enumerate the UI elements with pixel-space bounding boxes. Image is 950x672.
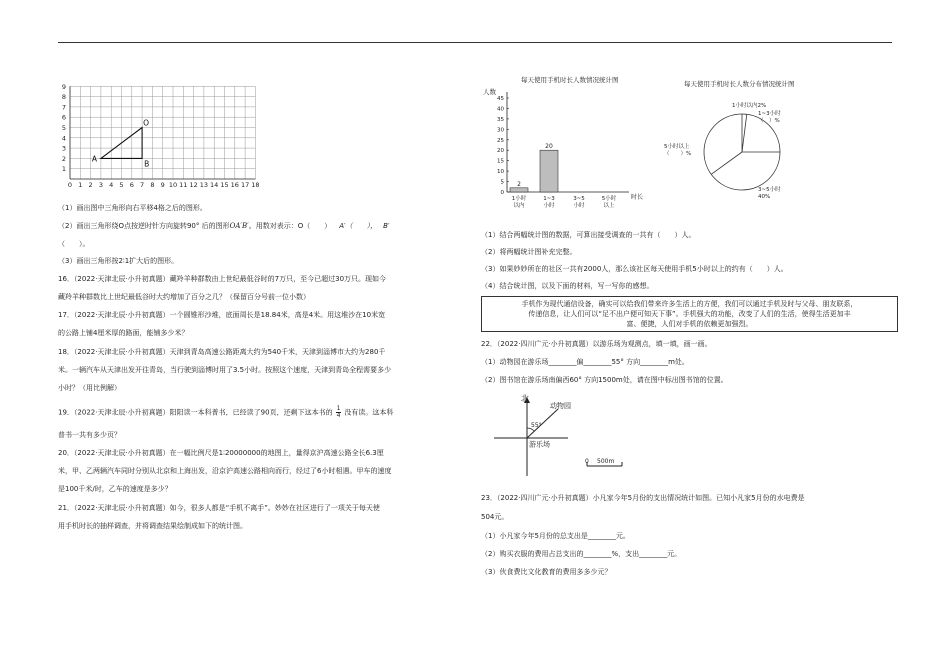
q23-part3: （3）伙食费比文化教育的费用多多少元？ (481, 568, 612, 576)
pie-chart-slice-label: 3~5小时 (758, 187, 781, 193)
park-label: 游乐场 (529, 440, 550, 449)
bar-chart-y-tick-label: 35 (497, 116, 504, 123)
grid-x-tick-label: 16 (230, 181, 239, 189)
q21-part1: （1）结合两幅统计图的数据，可算出接受调查的一共有（ ）人。 (481, 231, 696, 239)
bar-chart-x-tick-label: 1小时 (511, 196, 527, 202)
q20-line1: 20．（2022·天津北辰·小升初真题）在一幅比例尺是1∶20000000的地图上，量得京沪高速公路全长6.3厘 (58, 449, 384, 457)
q15-part2-text-b: 。用数对表示：O（ ） (248, 222, 332, 230)
grid-x-tick-label: 9 (160, 181, 165, 189)
scale-value-label: 500m (597, 458, 615, 465)
bar-chart-y-tick-label: 25 (497, 137, 504, 144)
q19-frac-den: 4 (336, 412, 341, 419)
bar-chart-y-tick-label: 15 (497, 158, 504, 165)
q15-part2-end: （ ）。 (58, 240, 90, 248)
pie-chart-slice-label: （ ）% (758, 118, 780, 124)
grid-y-tick-label: 3 (61, 144, 66, 153)
grid-x-tick-label: 2 (88, 181, 93, 189)
grid-y-tick-label: 1 (61, 165, 66, 174)
bar-chart-x-tick-label: 3~5 (573, 196, 585, 202)
bar-chart-value-label: 2 (517, 180, 521, 188)
material-line1: 手机作为现代通信设备，确实可以给我们带来许多生活上的方便，我们可以通过手机及时与父母、朋友联系， (521, 300, 858, 308)
q23-line2: 504元。 (481, 513, 509, 521)
pie-chart-slice-label: 5小时以上 (664, 144, 690, 150)
q21-part2: （2）将两幅统计图补充完整。 (481, 248, 577, 256)
angle-label: 55° (531, 422, 542, 429)
grid-x-tick-label: 17 (240, 181, 250, 189)
material-line2: 传递信息，让人们可以“足不出户便可知天下事”。手机强大的功能，改变了人们的生活，使得生活更加丰 (528, 310, 851, 318)
direction-map (490, 392, 630, 482)
q15-part1: （1）画出图中三角形向右平移4格之后的图形。 (58, 204, 207, 212)
bar-chart-x-tick-label: 以内 (513, 203, 525, 209)
q18-line2: 米。一辆汽车从天津出发开往青岛，当行驶到淄博时用了3.5小时。按照这个速度，天津到青岛全程需要多少 (58, 366, 392, 374)
bar-chart-bar (510, 188, 528, 192)
pie-chart-title: 每天使用手机时长人数分布情况统计图 (684, 80, 795, 88)
q20-line3: 是100千米/时，乙车的速度是多少？ (58, 485, 172, 493)
coordinate-grid-figure (58, 74, 268, 189)
grid-x-tick-label: 12 (189, 181, 198, 189)
bar-chart-y-tick-label: 20 (497, 148, 504, 155)
material-box (481, 296, 898, 332)
grid-x-tick-label: 10 (168, 181, 178, 189)
q17-line2: 的公路上铺4厘米厚的路面，能铺多少米？ (58, 329, 189, 337)
q19-text-a: 19．（2022·天津北辰·小升初真题）阳阳读一本科普书，已经读了90页，还剩下这本书的 (58, 408, 333, 417)
grid-x-tick-label: 8 (150, 181, 155, 189)
grid-x-tick-label: 18 (251, 181, 260, 189)
pie-chart-slice-edge (742, 114, 747, 152)
point-label-B: B (144, 159, 150, 169)
bar-chart-x-tick-label: 小时 (573, 203, 585, 209)
q19-frac-num: 1 (336, 405, 341, 412)
grid-x-tick-label: 6 (129, 181, 134, 189)
bar-chart-ylabel: 人数 (483, 88, 496, 96)
bar-chart-y-tick-label: 0 (500, 190, 504, 196)
grid-x-tick-label: 14 (210, 181, 219, 189)
q20-line2: 米，甲、乙两辆汽车同时分别从北京和上海出发，沿京沪高速公路相向而行，经过了6小时相遇。甲车的速度 (58, 467, 392, 475)
bar-chart-y-tick-label: 45 (497, 96, 504, 102)
grid-y-tick-label: 8 (61, 93, 66, 102)
q21-part4: （4）结合统计图，以及下面的材料，写一写你的感想。 (481, 282, 654, 290)
bar-chart-y-tick-label: 40 (497, 106, 504, 113)
grid-x-tick-label: 1 (78, 181, 83, 189)
zoo-label: 动物园 (550, 402, 571, 410)
header-rule (58, 42, 892, 43)
grid-y-tick-label: 4 (61, 134, 66, 143)
bar-chart-x-tick-label: 1~3 (543, 196, 555, 202)
bar-chart-y-tick-label: 30 (497, 127, 504, 134)
grid-x-tick-label: 5 (119, 181, 124, 189)
grid-x-tick-label: 3 (98, 181, 103, 189)
q17-line1: 17．（2022·天津北辰·小升初真题）一个圆锥形沙堆，底面周长是18.84米，高是4米。用这堆沙在10米宽 (58, 311, 386, 319)
q23-line1: 23．（2022·四川广元·小升初真题）小凡家今年5月份的支出情况统计如图。已知小凡家5月份的水电费是 (481, 494, 805, 502)
bar-chart-xlabel: 时长 (631, 194, 644, 201)
grid-x-tick-label: 0 (67, 181, 73, 189)
scale-zero-label: 0 (585, 458, 589, 465)
q23-part1: （1）小凡家今年5月份的总支出是________元。 (481, 532, 630, 540)
q21-line1: 21．（2022·天津北辰·小升初真题）如今，很多人都是“手机不离手”。妙妙在社区进行了一项关于每天使 (58, 504, 380, 512)
pie-chart-slice-label: 1~3小时 (758, 111, 781, 117)
q15-part2-text-c: A′（ ）， (339, 222, 378, 230)
grid-y-tick-label: 6 (61, 113, 66, 122)
bar-chart-y-tick-label: 10 (497, 169, 504, 176)
material-line3: 富、便捷，人们对手机的依赖更加强烈。 (626, 320, 753, 328)
point-label-O: O (143, 118, 150, 128)
q18-line3: 小时？（用比例解） (58, 384, 121, 392)
q21-line2: 用手机时长的抽样调查，并将调查结果绘制成如下的统计图。 (58, 522, 247, 530)
north-label: 北 (521, 394, 529, 403)
bar-chart-bar (540, 150, 558, 192)
q21-part3: （3）如果妙妙所在的社区一共有2000人，那么该社区每天使用手机5小时以上的约有（ ）人。 (481, 265, 788, 273)
grid-y-tick-label: 2 (61, 154, 66, 163)
bar-chart (481, 74, 644, 219)
grid-x-tick-label: 13 (199, 181, 209, 189)
q16-line2: 藏羚羊种群数比上世纪最低谷时大约增加了百分之几？（保留百分号前一位小数） (58, 293, 310, 301)
q19-line2: 普书一共有多少页？ (58, 431, 121, 439)
bar-chart-title: 每天使用手机时长人数情况统计图 (521, 76, 619, 84)
grid-y-tick-label: 9 (61, 82, 66, 91)
bar-chart-value-label: 20 (545, 143, 553, 151)
q23-part2: （2）购买衣服的费用占总支出的________%，支出________元。 (481, 550, 682, 558)
q19-text-b: 没有读。这本科 (344, 408, 394, 417)
pie-chart-slice-edge (711, 152, 742, 174)
q19-line1 (58, 406, 393, 419)
q15-part2-formula: OA′B′ (229, 222, 249, 230)
q22-title: 22．（2022·四川广元·小升初真题）以游乐场为观测点，填一填，画一画。 (481, 340, 712, 348)
grid-y-tick-label: 5 (61, 124, 66, 132)
bar-chart-x-tick-label: 以上 (603, 203, 615, 209)
grid-x-tick-label: 15 (220, 181, 229, 189)
q19-fraction (336, 406, 342, 419)
bar-chart-x-tick-label: 5小时 (601, 196, 617, 202)
bar-chart-y-tick-label: 5 (500, 179, 504, 186)
grid-y-tick-label: 7 (61, 103, 66, 112)
q22-part2: （2）图书馆在游乐场南偏西60° 方向1500m处，请在图中标出图书馆的位置。 (481, 376, 728, 384)
grid-x-tick-label: 7 (140, 181, 145, 189)
q16-line1: 16．（2022·天津北辰·小升初真题）藏羚羊种群数由上世纪最低谷时的7万只，至今已超过30万只。现如今 (58, 275, 387, 283)
q15-part2 (58, 221, 390, 231)
pie-chart (650, 74, 850, 219)
pie-chart-slice-label: 40% (758, 194, 771, 200)
q22-part1: （1）动物园在游乐场________偏________55° 方向________m处。 (481, 358, 689, 366)
point-label-A: A (91, 154, 98, 164)
bar-chart-x-tick-label: 小时 (543, 203, 555, 209)
q18-line1: 18．（2022·天津北辰·小升初真题）天津到青岛高速公路距离大约为540千米，天津到淄博市大约为280千 (58, 348, 386, 356)
grid-x-tick-label: 4 (109, 181, 114, 189)
grid-x-tick-label: 11 (179, 181, 188, 189)
pie-chart-slice-label: 1小时以内2% (732, 103, 767, 109)
q15-part2-text-d: B′ (383, 222, 390, 230)
pie-chart-slice-label: （ ）% (664, 151, 692, 157)
q15-part3: （3）画出三角形按2∶1扩大后的图形。 (58, 257, 179, 265)
q15-part2-text-a: （2）画出三角形绕O点按逆时针方向旋转90° 后的图形 (58, 222, 230, 230)
